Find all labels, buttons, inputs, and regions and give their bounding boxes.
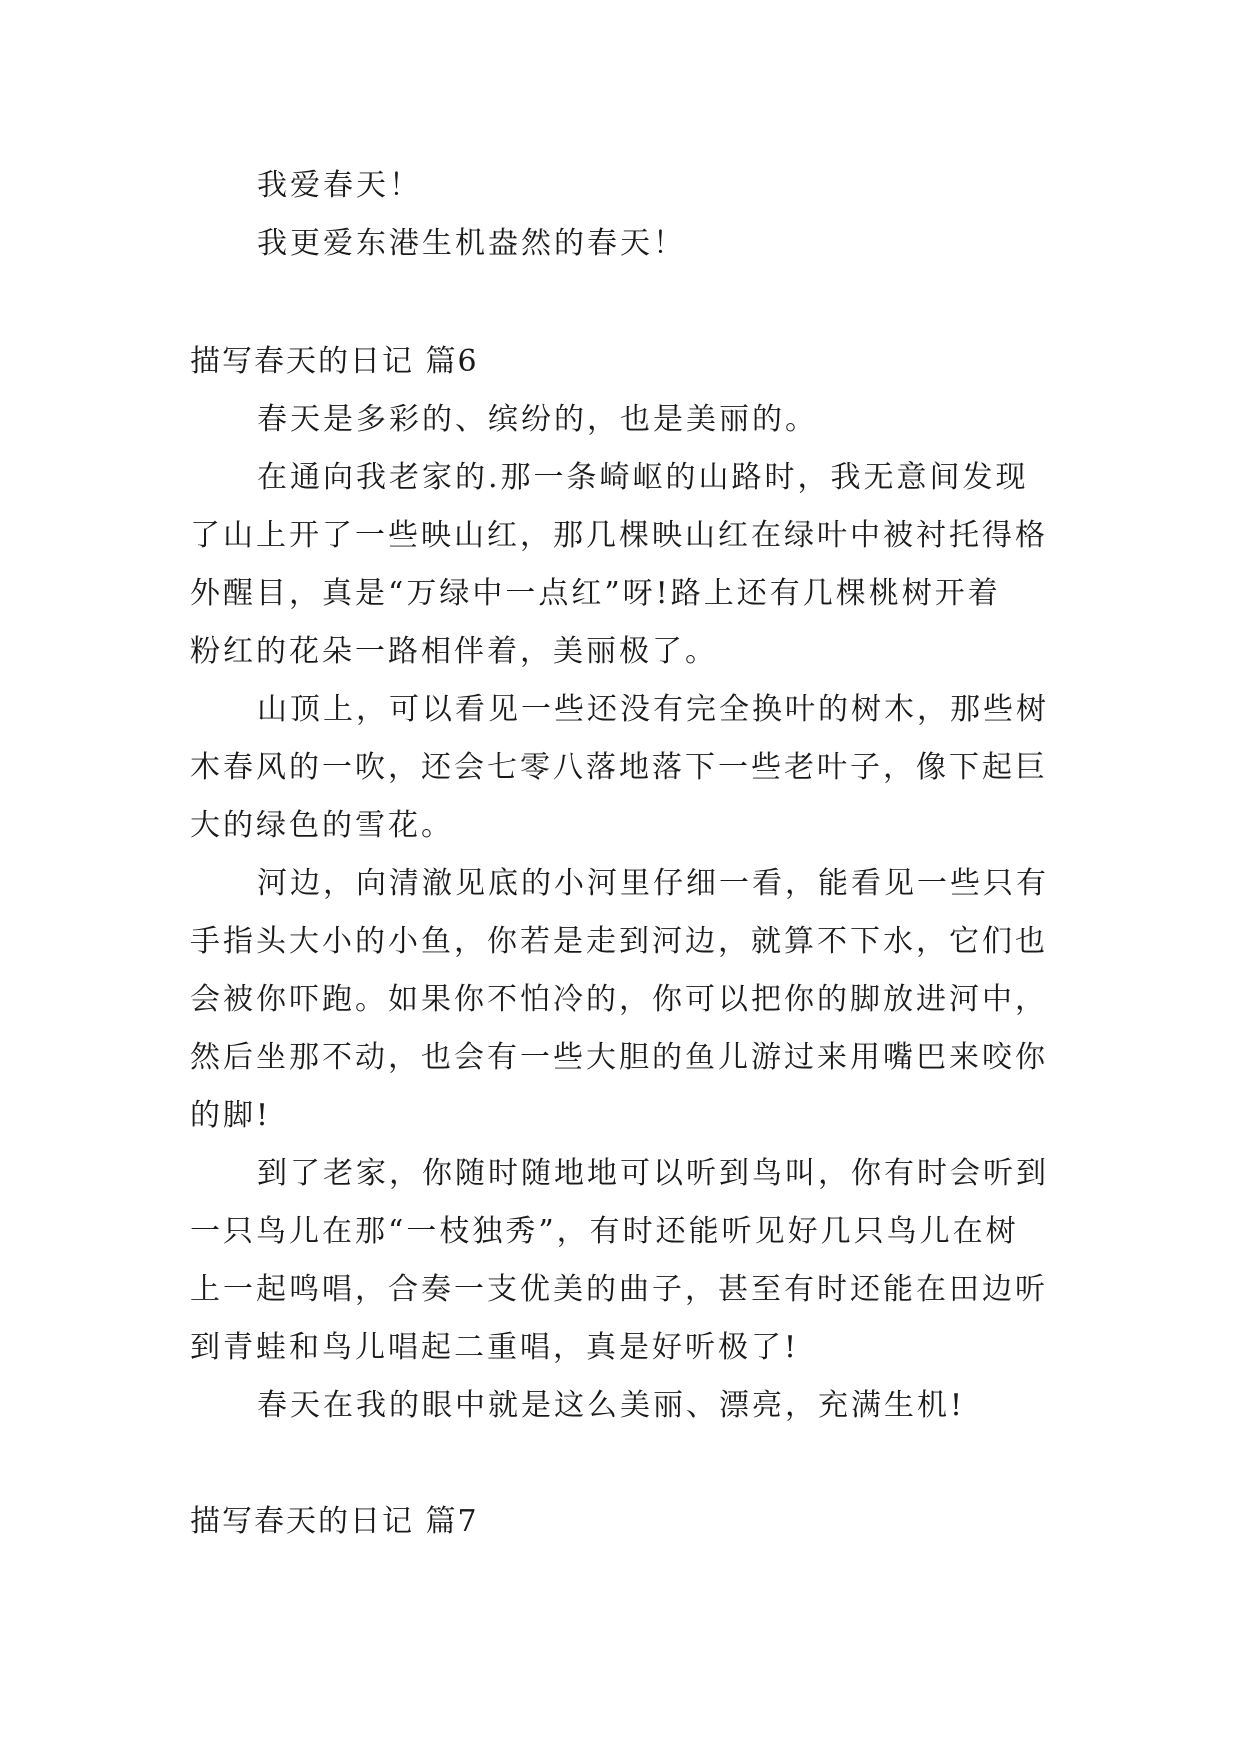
paragraph-line: 的脚! (190, 1098, 272, 1133)
paragraph-line: 会被你吓跑。如果你不怕冷的，你可以把你的脚放进河中， (190, 982, 1048, 1017)
paragraph-line: 在通向我老家的.那一条崎岖的山路时，我无意间发现 (257, 460, 1029, 495)
intro-line-2: 我更爱东港生机盎然的春天！ (257, 226, 686, 261)
paragraph-line: 到青蛙和鸟儿唱起二重唱，真是好听极了! (190, 1330, 800, 1365)
paragraph-line: 粉红的花朵一路相伴着，美丽极了。 (190, 634, 718, 669)
section-7-heading: 描写春天的日记 篇7 (190, 1504, 479, 1539)
paragraph-line: 春天是多彩的、缤纷的，也是美丽的。 (257, 402, 818, 437)
paragraph-line: 河边，向清澈见底的小河里仔细一看，能看见一些只有 (257, 866, 1049, 901)
paragraph-line: 大的绿色的雪花。 (190, 808, 454, 843)
paragraph-line: 手指头大小的小鱼，你若是走到河边，就算不下水，它们也 (190, 924, 1048, 959)
paragraph-line: 到了老家，你随时随地地可以听到鸟叫，你有时会听到 (257, 1156, 1049, 1191)
intro-line-1: 我爱春天！ (257, 168, 422, 203)
paragraph-line: 了山上开了一些映山红，那几棵映山红在绿叶中被衬托得格 (190, 518, 1048, 553)
paragraph-line: 一只鸟儿在那“一枝独秀”，有时还能听见好几只鸟儿在树 (190, 1214, 1019, 1249)
paragraph-line: 外醒目，真是“万绿中一点红”呀!路上还有几棵桃树开着 (190, 576, 1001, 611)
paragraph-line: 上一起鸣唱，合奏一支优美的曲子，甚至有时还能在田边听 (190, 1272, 1048, 1307)
paragraph-line: 木春风的一吹，还会七零八落地落下一些老叶子，像下起巨 (190, 750, 1048, 785)
section-6-heading: 描写春天的日记 篇6 (190, 344, 479, 379)
paragraph-line: 春天在我的眼中就是这么美丽、漂亮，充满生机! (257, 1388, 966, 1423)
paragraph-line: 然后坐那不动，也会有一些大胆的鱼儿游过来用嘴巴来咬你 (190, 1040, 1048, 1075)
paragraph-line: 山顶上，可以看见一些还没有完全换叶的树木，那些树 (257, 692, 1049, 727)
